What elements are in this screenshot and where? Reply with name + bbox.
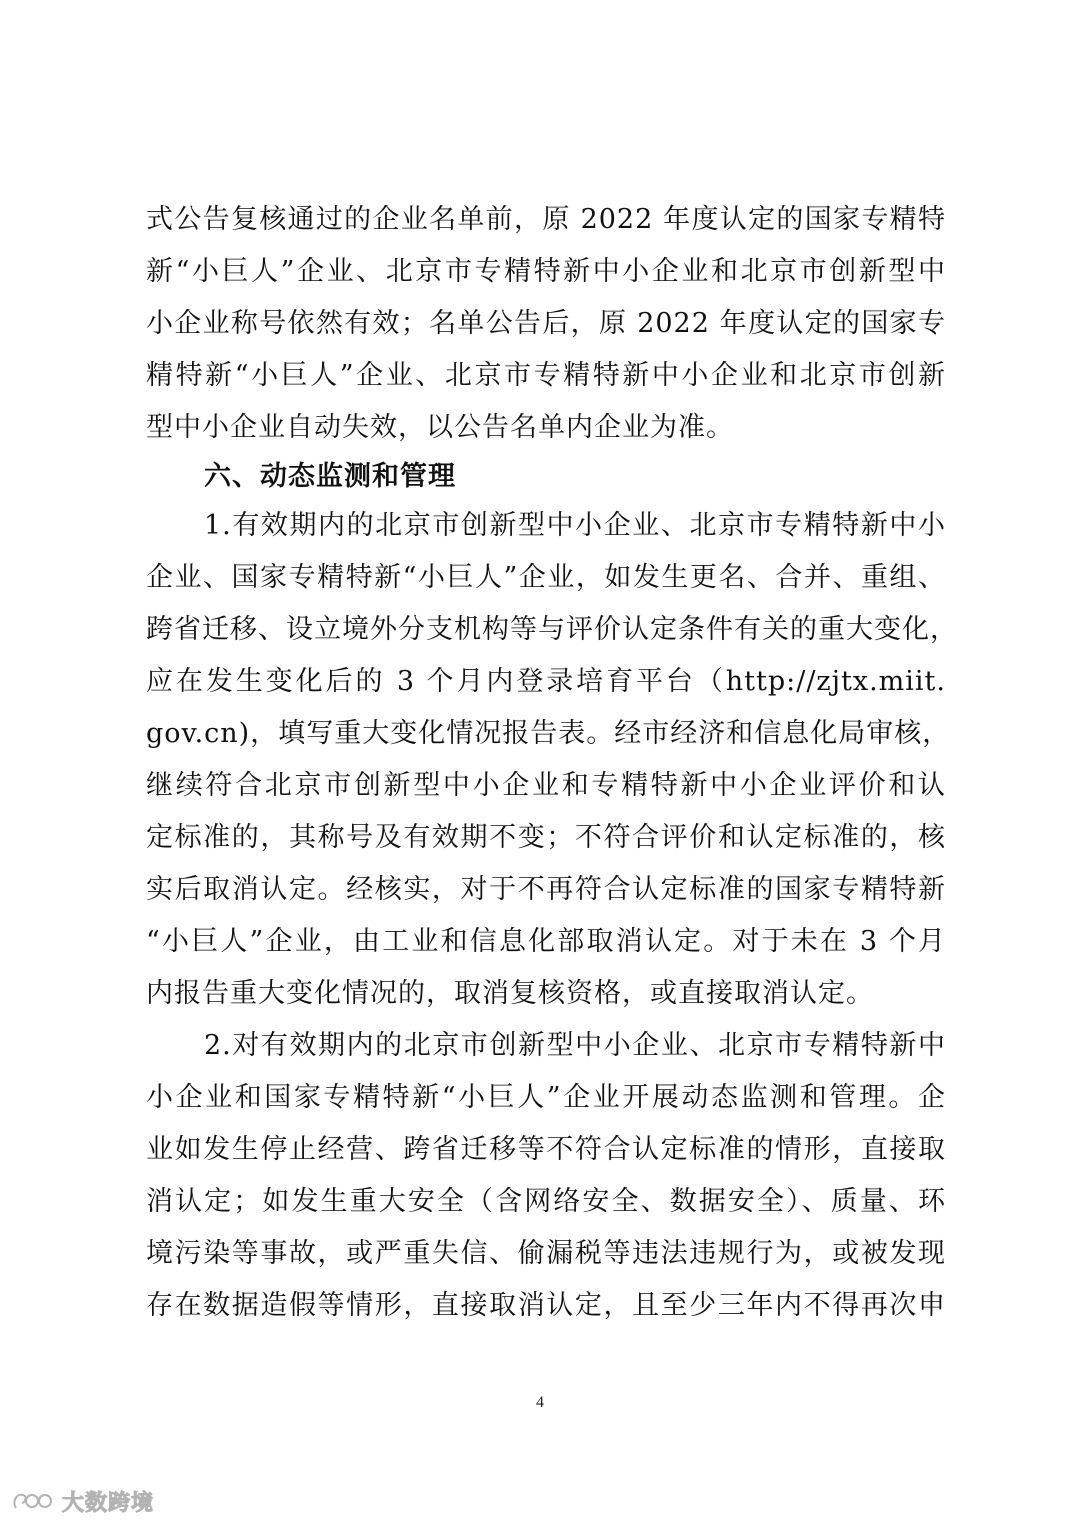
text-line: 存在数据造假等情形，直接取消认定，且至少三年内不得再次申 (146, 1290, 946, 1321)
text-line: 1.有效期内的北京市创新型中小企业、北京市专精特新中小 (204, 510, 946, 541)
text-line: 小企业称号依然有效；名单公告后，原 2022 年度认定的国家专 (146, 308, 946, 339)
watermark (10, 1486, 154, 1516)
text-line: 实后取消认定。经核实，对于不再符合认定标准的国家专精特新 (146, 874, 946, 905)
text-line: 继续符合北京市创新型中小企业和专精特新中小企业评价和认 (146, 770, 946, 801)
text-line: 型中小企业自动失效，以公告名单内企业为准。 (146, 412, 734, 443)
logo-icon (10, 1488, 56, 1514)
text-line: “小巨人”企业，由工业和信息化部取消认定。对于未在 3 个月 (146, 926, 946, 957)
text-line: 新“小巨人”企业、北京市专精特新中小企业和北京市创新型中 (146, 256, 946, 287)
text-line: 企业、国家专精特新“小巨人”企业，如发生更名、合并、重组、 (146, 562, 946, 593)
text-line: 内报告重大变化情况的，取消复核资格，或直接取消认定。 (146, 978, 874, 1009)
text-line: 业如发生停止经营、跨省迁移等不符合认定标准的情形，直接取 (146, 1134, 946, 1165)
text-line: gov.cn)，填写重大变化情况报告表。经市经济和信息化局审核， (146, 718, 951, 749)
text-line: 式公告复核通过的企业名单前，原 2022 年度认定的国家专精特 (146, 204, 946, 235)
text-line: 2.对有效期内的北京市创新型中小企业、北京市专精特新中 (204, 1030, 946, 1061)
text-line: 应在发生变化后的 3 个月内登录培育平台（http://zjtx.miit. (146, 666, 946, 697)
text-line: 跨省迁移、设立境外分支机构等与评价认定条件有关的重大变化， (146, 614, 958, 645)
page-number: 4 (536, 1394, 544, 1411)
text-line: 境污染等事故，或严重失信、偷漏税等违法违规行为，或被发现 (146, 1238, 946, 1269)
section-heading: 六、动态监测和管理 (204, 461, 456, 492)
text-line: 消认定；如发生重大安全（含网络安全、数据安全）、质量、环 (146, 1186, 946, 1217)
text-line: 小企业和国家专精特新“小巨人”企业开展动态监测和管理。企 (146, 1082, 946, 1113)
text-line: 精特新“小巨人”企业、北京市专精特新中小企业和北京市创新 (146, 360, 946, 391)
watermark-text: 大数跨境 (62, 1490, 155, 1516)
text-line: 定标准的，其称号及有效期不变；不符合评价和认定标准的，核 (146, 822, 946, 853)
